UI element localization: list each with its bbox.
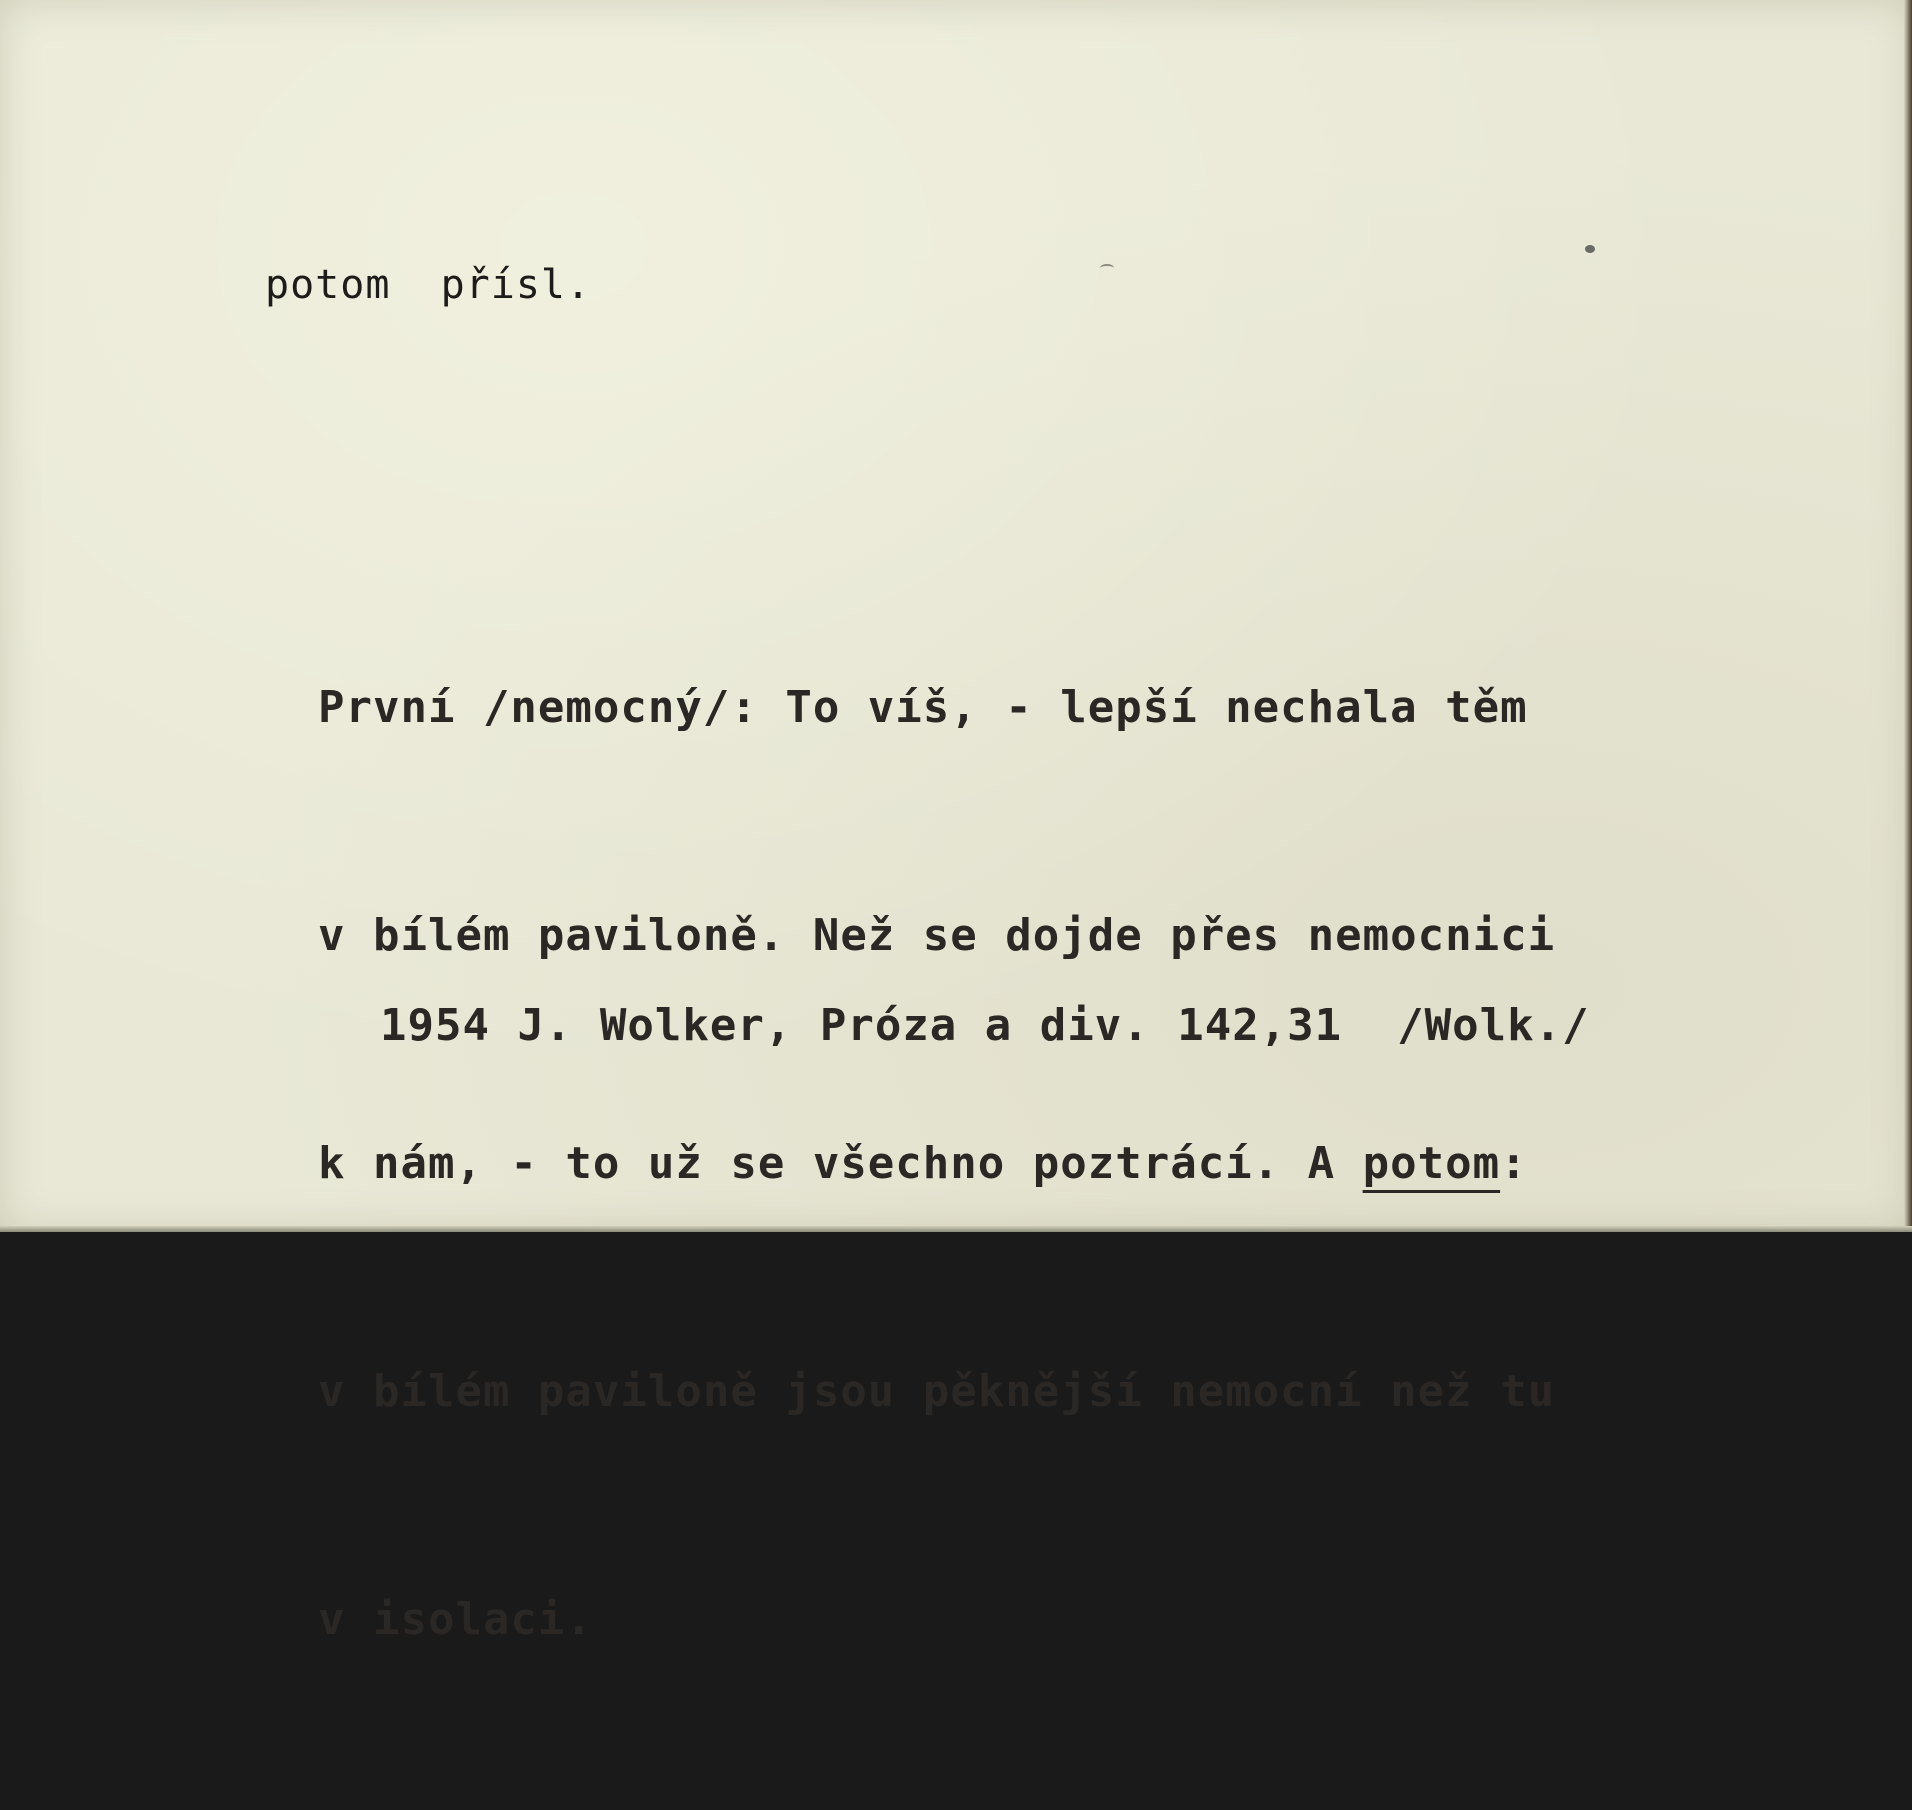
quote-line-1: První /nemocný/: To víš, - lepší nechala těm bbox=[318, 682, 1528, 733]
underlined-headword: potom bbox=[1362, 1138, 1501, 1189]
quote-line-3: k nám, - to už se všechno poztrácí. A potom: bbox=[318, 1138, 1528, 1189]
card-right-edge bbox=[1904, 0, 1912, 1232]
ink-speck bbox=[1585, 245, 1595, 253]
ink-mark bbox=[1100, 264, 1114, 272]
quote-line-4: v bílém paviloně jsou pěknější nemocní než tu bbox=[318, 1366, 1556, 1417]
headword: potom přísl. bbox=[265, 262, 592, 308]
quote-line-2: v bílém paviloně. Než se dojde přes nemocnici bbox=[318, 910, 1556, 961]
quotation bbox=[318, 518, 1555, 1810]
source-citation: 1954 J. Wolker, Próza a div. 142,31 /Wolk./ bbox=[380, 1000, 1590, 1051]
quote-line-5: v isolaci. bbox=[318, 1594, 593, 1645]
